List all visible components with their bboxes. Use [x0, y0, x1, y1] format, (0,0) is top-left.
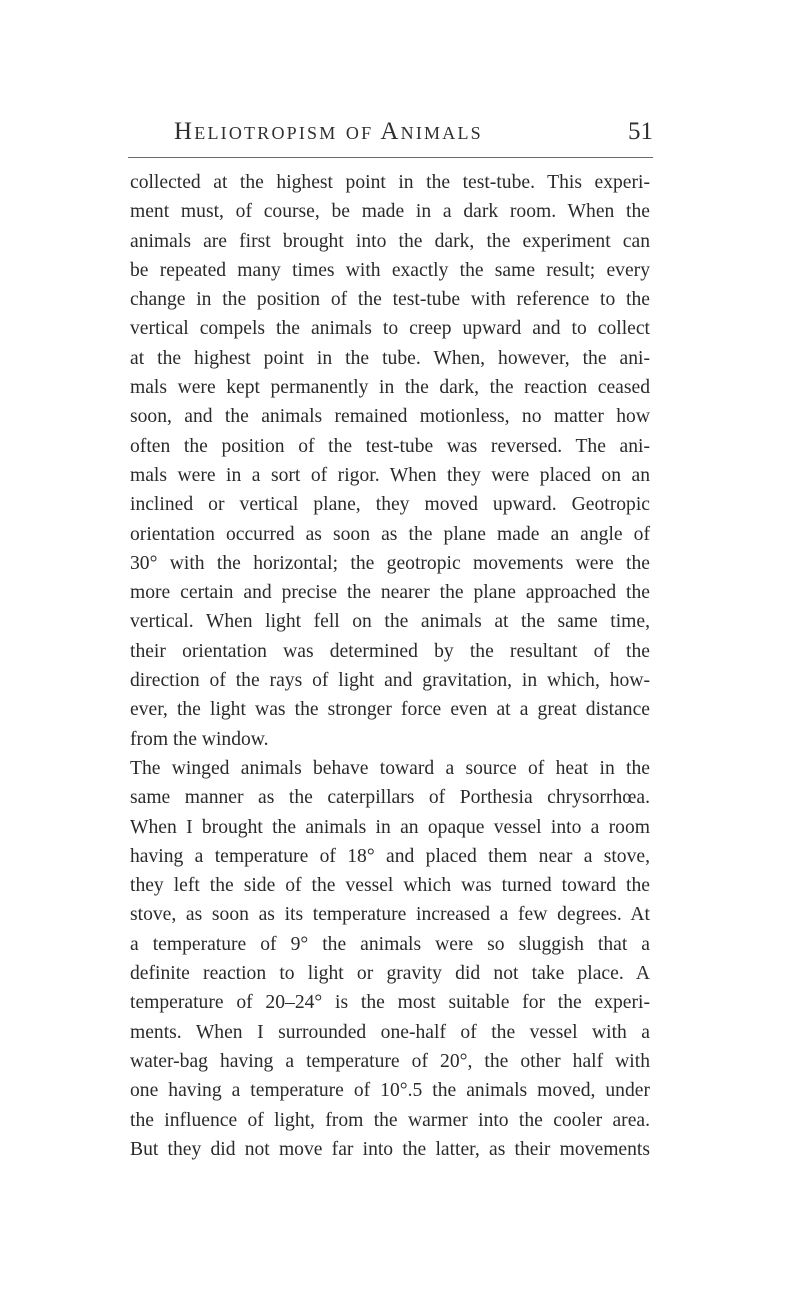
page-number: 51	[628, 118, 653, 145]
text-line: inclined or vertical plane, they moved upward. Geotropic	[130, 494, 650, 516]
text-line: When I brought the animals in an opaque vessel into a room	[130, 816, 650, 838]
text-line: one having a temperature of 10°.5 the animals moved, under	[130, 1080, 650, 1102]
text-line: they left the side of the vessel which was turned toward the	[130, 875, 650, 897]
text-line: their orientation was determined by the resultant of the	[130, 640, 650, 662]
text-line: orientation occurred as soon as the plane made an angle of	[130, 523, 650, 545]
text-line: often the position of the test-tube was reversed. The ani-	[130, 435, 650, 457]
text-line: change in the position of the test-tube with reference to the	[130, 289, 650, 311]
text-line: animals are first brought into the dark, the experiment can	[130, 230, 650, 252]
text-line: same manner as the caterpillars of Porthesia chrysorrhœa.	[130, 787, 650, 809]
text-line: be repeated many times with exactly the same result; every	[130, 259, 650, 281]
text-line: vertical compels the animals to creep upward and to collect	[130, 318, 650, 340]
text-line: water-bag having a temperature of 20°, the other half with	[130, 1050, 650, 1072]
paragraph-first-line: The winged animals behave toward a source of heat in the	[130, 757, 650, 779]
text-line: mals were kept permanently in the dark, the reaction ceased	[130, 377, 650, 399]
text-line: 30° with the horizontal; the geotropic movements were the	[130, 552, 650, 574]
paragraph-end-line: from the window.	[130, 728, 269, 750]
header-rule	[128, 157, 653, 158]
text-line: temperature of 20–24° is the most suitable for the experi-	[130, 992, 650, 1014]
text-line: having a temperature of 18° and placed them near a stove,	[130, 845, 650, 867]
text-line: a temperature of 9° the animals were so sluggish that a	[130, 933, 650, 955]
text-line: direction of the rays of light and gravitation, in which, how-	[130, 670, 650, 692]
text-line: at the highest point in the tube. When, however, the ani-	[130, 347, 650, 369]
text-line: soon, and the animals remained motionless, no matter how	[130, 406, 650, 428]
text-line: stove, as soon as its temperature increased a few degrees. At	[130, 904, 650, 926]
text-line: ever, the light was the stronger force even at a great distance	[130, 699, 650, 721]
text-line: ments. When I surrounded one-half of the vessel with a	[130, 1021, 650, 1043]
running-head	[128, 118, 653, 158]
text-line: ment must, of course, be made in a dark room. When the	[130, 201, 650, 223]
text-line: more certain and precise the nearer the plane approached the	[130, 582, 650, 604]
text-line: definite reaction to light or gravity did not take place. A	[130, 963, 650, 985]
text-line: vertical. When light fell on the animals at the same time,	[130, 611, 650, 633]
text-line: the influence of light, from the warmer into the cooler area.	[130, 1109, 650, 1131]
running-head-title: Heliotropism of Animals	[174, 118, 483, 145]
body-text	[130, 168, 650, 1164]
text-line: collected at the highest point in the test-tube. This experi-	[130, 172, 650, 193]
text-line: But they did not move far into the latter, as their movements	[130, 1138, 650, 1160]
text-line: mals were in a sort of rigor. When they were placed on an	[130, 464, 650, 486]
